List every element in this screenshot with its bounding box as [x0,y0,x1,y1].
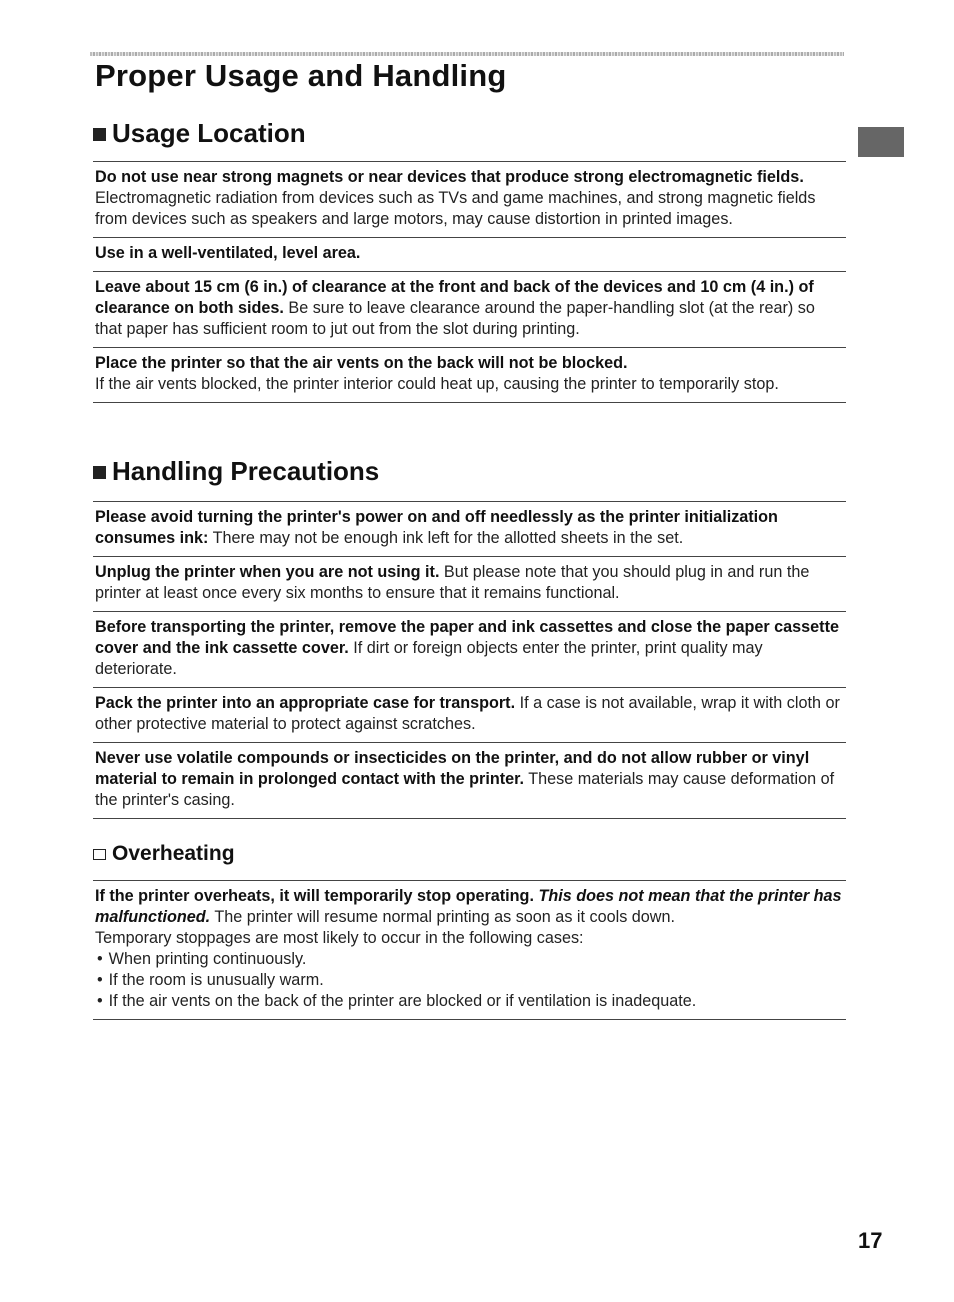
handling-precautions-heading: Handling Precautions [93,456,846,487]
precaution-item: Unplug the printer when you are not using it. But please note that you should plug in and run the printer at least once every six months to ensure that it remains functional. [93,556,846,611]
precaution-item: Never use volatile compounds or insecticides on the printer, and do not allow rubber or vinyl material to remain in prolonged contact with the printer. These materials may cause deformation of the printer's casing. [93,742,846,819]
header-rule [90,52,844,56]
precaution-item: Please avoid turning the printer's power on and off needlessly as the printer initialization consumes ink: There may not be enough ink left for the allotted sheets in the set. [93,501,846,556]
filled-square-icon [93,466,106,479]
section-tab-marker [858,127,904,157]
handling-precautions-section [93,456,846,819]
overheating-heading: Overheating [93,842,846,866]
handling-precautions-list [93,501,846,819]
usage-item: Use in a well-ventilated, level area. [93,237,846,271]
usage-location-section [93,118,846,403]
page-title: Proper Usage and Handling [95,58,507,93]
hollow-square-icon [93,849,106,860]
list-item: • If the air vents on the back of the printer are blocked or if ventilation is inadequate. [95,991,846,1012]
usage-item: Do not use near strong magnets or near devices that produce strong electromagnetic fields. Electromagnetic radiation from devices such as TVs and game machines, and strong magnetic fields from devices such as speakers and large motors, may cause distortion in printed images. [93,161,846,237]
overheating-body: If the printer overheats, it will temporarily stop operating. This does not mean that the printer has malfunctioned. The printer will resume normal printing as soon as it cools down. Temporary stoppages are most likely to occur in the following cases: • When printing continuously. • If the room is unusually warm. • If the air vents on the back of the printer are blocked or if ventilation is inadequate. [93,880,846,1020]
precaution-item: Before transporting the printer, remove the paper and ink cassettes and close the paper cassette cover and the ink cassette cover. If dirt or foreign objects enter the printer, print quality may deteriorate. [93,611,846,687]
precaution-item: Pack the printer into an appropriate case for transport. If a case is not available, wrap it with cloth or other protective material to protect against scratches. [93,687,846,742]
list-item: • If the room is unusually warm. [95,970,846,991]
usage-location-heading: Usage Location [93,118,846,149]
usage-item: Leave about 15 cm (6 in.) of clearance at the front and back of the devices and 10 cm (4 in.) of clearance on both sides. Be sure to leave clearance around the paper-handling slot (at the rear) so that paper has sufficient room to jut out from the slot during printing. [93,271,846,347]
filled-square-icon [93,128,106,141]
usage-location-list [93,161,846,403]
list-item: • When printing continuously. [95,949,846,970]
overheating-section [93,842,846,1020]
overheating-cases-list [95,949,846,1012]
usage-item: Place the printer so that the air vents on the back will not be blocked. If the air vents blocked, the printer interior could heat up, causing the printer to temporarily stop. [93,347,846,403]
page-number: 17 [858,1228,883,1253]
